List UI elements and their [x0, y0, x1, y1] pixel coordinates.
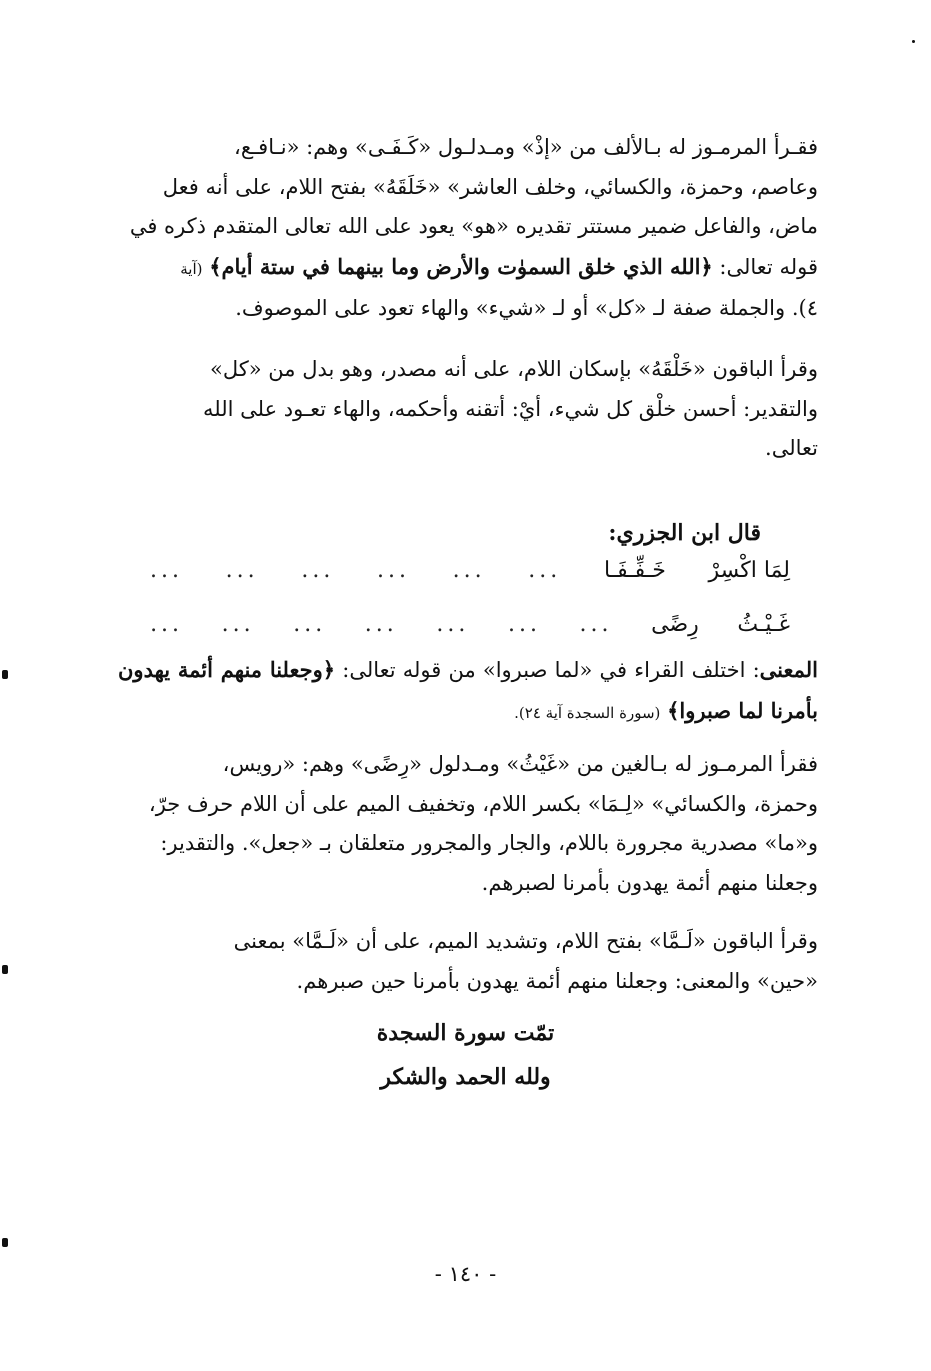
closing-line-1: تمّت سورة السجدة: [376, 1020, 555, 1046]
text-line: تعالى.: [765, 436, 818, 460]
verse-heading: قال ابن الجزري:: [608, 520, 761, 546]
scan-speck: [2, 670, 8, 679]
ellipsis: ...: [301, 558, 335, 583]
page-number: - ١٤٠ -: [434, 1262, 497, 1286]
text-line: «حين» والمعنى: وجعلنا منهم أئمة يهدون بأمرنا حين صبرهم.: [296, 968, 818, 993]
text-line: وحمزة، والكسائي» «لِـمَا» بكسر اللام، وتخفيف الميم على أن اللام حرف جرّ،: [148, 791, 818, 816]
paragraph-reading-lamma: [118, 922, 818, 1001]
paragraph-meaning: [118, 650, 818, 733]
closing-line-2: ولله الحمد والشكر: [380, 1064, 551, 1090]
text-line: وقرأ الباقون «خَلْقَهُ» بإسكان اللام، على أنه مصدر، وهو بدل من «كل»: [210, 357, 818, 381]
quran-quote: ﴿الله الذي خلق السموٰت والأرض وما بينهما في ستة أيام﴾: [209, 253, 713, 279]
text-line: ٤). والجملة صفة لـ «كل» أو لـ «شيء» والهاء تعود على الموصوف.: [235, 296, 818, 320]
verse-ref: (آية: [180, 259, 203, 278]
text-line: وجعلنا منهم أئمة يهدون بأمرنا لصبرهم.: [481, 870, 818, 895]
ellipsis: ...: [225, 558, 259, 583]
ellipsis: ...: [150, 612, 184, 637]
ellipsis: ...: [293, 612, 327, 637]
text-line: [118, 247, 818, 290]
verse-line-2: [150, 612, 790, 637]
meaning-label: المعنى: [759, 657, 819, 682]
scan-speck: [2, 1238, 8, 1247]
ellipsis: ...: [221, 612, 255, 637]
paragraph-reading-khalaqahu: [118, 128, 818, 329]
scan-speck: [2, 965, 8, 974]
verse-word: رِضًى: [651, 612, 699, 637]
text-line: وقرأ الباقون «لَـمَّا» بفتح اللام، وتشديد الميم، على أن «لَـمَّا» بمعنى: [233, 929, 818, 953]
paragraph-reading-khalqahu: [118, 350, 818, 469]
verse-ref: (سورة السجدة آية ٢٤).: [514, 703, 661, 722]
ellipsis: ...: [579, 612, 613, 637]
text-line: وعاصم، وحمزة، والكسائي، وخلف العاشر» «خَلَقَهُ» بفتح اللام، على أنه فعل: [162, 174, 818, 199]
ellipsis: ...: [364, 612, 398, 637]
ellipsis: ...: [436, 612, 470, 637]
text-line: فقرأ المرمـوز له بـالغين من «غَيْثُ» ومـدلول «رِضًى» وهم: «رويس،: [222, 752, 818, 776]
verse-word: غَـيْـثُ: [737, 612, 790, 637]
ellipsis: ...: [452, 558, 486, 583]
ellipsis: ...: [150, 558, 183, 583]
verse-word: خَـفِّـفَـا: [603, 558, 666, 583]
paragraph-reading-lima: [118, 745, 818, 903]
verse-word: لِمَا اكْسِرْ: [708, 558, 790, 583]
ellipsis: ...: [507, 612, 541, 637]
verse-line-1: [150, 558, 790, 583]
text-line: فقـرأ المرمـوز له بـالألف من «إذْ» ومـدلـول «كَـفَـى» وهم: «نـافـع،: [234, 135, 818, 159]
quran-quote: ﴿وجعلنا منهم أئمة يهدون بأمرنا لما صبروا﴾: [118, 657, 818, 723]
text-line: و«ما» مصدرية مجرورة باللام، والجار والمجرور متعلقان بـ «جعل». والتقدير:: [160, 831, 818, 855]
text-prefix: قوله تعالى:: [712, 254, 818, 279]
meaning-text: : اختلف القراء في «لما صبروا» من قوله تعالى:: [335, 658, 760, 682]
ellipsis: ...: [528, 558, 562, 583]
text-line: والتقدير: أحسن خلْق كل شيء، أيْ: أتقنه وأحكمه، والهاء تعـود على الله: [203, 396, 818, 421]
ellipsis: ...: [376, 558, 410, 583]
text-line: [118, 650, 818, 733]
text-line: ماض، والفاعل ضمير مستتر تقديره «هو» يعود على الله تعالى المتقدم ذكره في: [129, 214, 818, 238]
scan-speck: [912, 40, 915, 43]
